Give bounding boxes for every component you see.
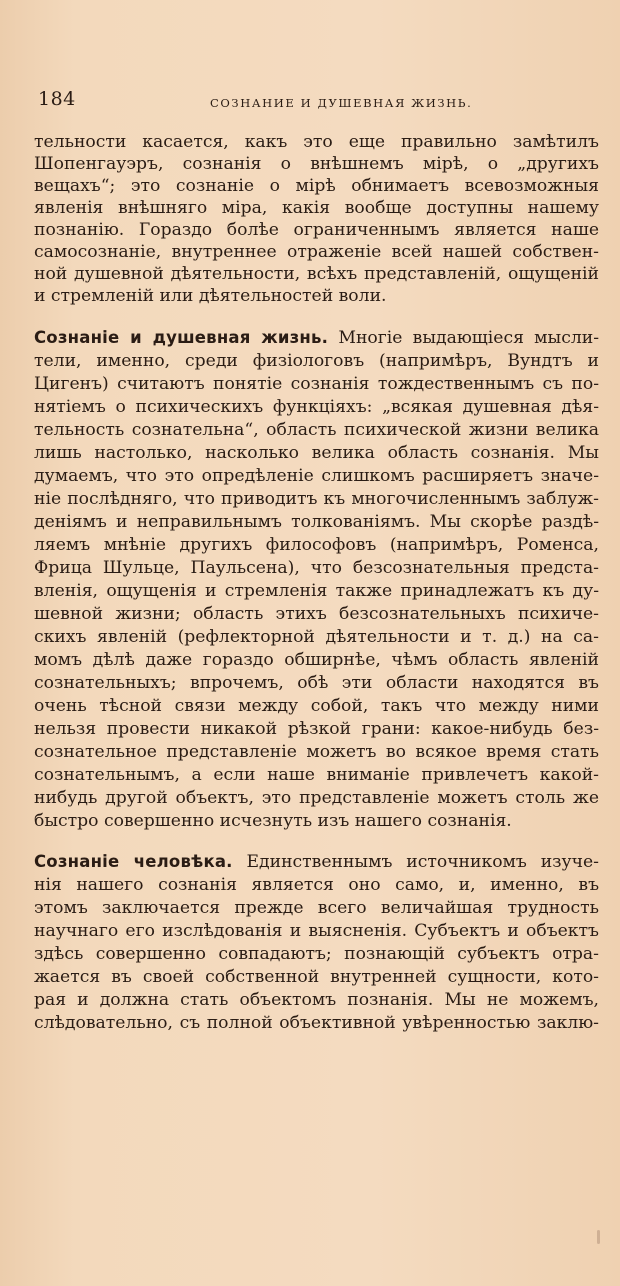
text-line: очень тѣсной связи между собой, такъ что между ними (34, 696, 599, 716)
text-line: нятіемъ о психическихъ функціяхъ: „всякая душевная дѣя- (34, 397, 599, 417)
text-line: и стремленій или дѣятельностей воли. (34, 286, 387, 306)
text-line: сознательное представленіе можетъ во всякое время стать (34, 742, 599, 762)
text-line: сознательныхъ; впрочемъ, обѣ эти области находятся въ (34, 673, 599, 693)
text-line: тели, именно, среди физіологовъ (напримѣръ, Вундтъ и (34, 351, 599, 371)
text-line: явленія внѣшняго міра, какія вообще доступны нашему (34, 198, 599, 218)
text-line: вещахъ“; это сознаніе о мірѣ обнимаетъ всевозможныя (34, 176, 599, 196)
text-line: познанію. Гораздо болѣе ограниченнымъ является наше (34, 220, 599, 240)
running-title: СОЗНАНИЕ И ДУШЕВНАЯ ЖИЗНЬ. (210, 96, 473, 110)
text-line: здѣсь совершенно совпадаютъ; познающій субъектъ отра- (34, 944, 599, 964)
text-line: жается въ своей собственной внутренней сущности, кото- (34, 967, 599, 987)
text-line: Шопенгауэръ, сознанія о внѣшнемъ мірѣ, о „другихъ (34, 154, 599, 174)
text-line: сознательнымъ, а если наше вниманіе привлечетъ какой- (34, 765, 599, 785)
text-line: ніе послѣдняго, что приводитъ къ многочисленнымъ заблуж- (34, 489, 599, 509)
text-line: этомъ заключается прежде всего величайшая трудность (34, 898, 599, 918)
text-line: быстро совершенно исчезнуть изъ нашего сознанія. (34, 811, 512, 831)
text-line: момъ дѣлѣ даже гораздо обширнѣе, чѣмъ область явленій (34, 650, 599, 670)
text-line: вленія, ощущенія и стремленія также принадлежатъ къ ду- (34, 581, 599, 601)
text-line: рая и должна стать объектомъ познанія. Мы не можемъ, (34, 990, 599, 1010)
text-line: тельности касается, какъ это еще правильно замѣтилъ (34, 132, 599, 152)
text-line: слѣдовательно, съ полной объективной увѣренностью заклю- (34, 1013, 599, 1033)
text-line: лишь настолько, насколько велика область сознанія. Мы (34, 443, 599, 463)
page-number: 184 (38, 88, 76, 110)
text-line: нельзя провести никакой рѣзкой грани: какое-нибудь без- (34, 719, 599, 739)
text-line: деніямъ и неправильнымъ толкованіямъ. Мы скорѣе раздѣ- (34, 512, 599, 532)
text-line: Цигенъ) считаютъ понятіе сознанія тождественнымъ съ по- (34, 374, 599, 394)
text-line: нибудь другой объектъ, это представленіе можетъ столь же (34, 788, 599, 808)
text-span: Многіе выдающіеся мысли- (338, 328, 599, 348)
text-span: Единственнымъ источникомъ изуче- (246, 852, 599, 872)
text-line: нія нашего сознанія является оно само, и, именно, въ (34, 875, 599, 895)
section-heading: Сознаніе и душевная жизнь. (34, 328, 329, 347)
page-header (30, 88, 600, 118)
text-line: Фрица Шульце, Паульсена), что безсознательныя предста- (34, 558, 599, 578)
text-line: научнаго его изслѣдованія и выясненія. Субъектъ и объектъ (34, 921, 599, 941)
text-line: ной душевной дѣятельности, всѣхъ представленій, ощущеній (34, 264, 599, 284)
text-line: скихъ явленій (рефлекторной дѣятельности и т. д.) на са- (34, 627, 599, 647)
text-line: думаемъ, что это опредѣленіе слишкомъ расширяетъ значе- (34, 466, 599, 486)
print-mark (597, 1230, 600, 1244)
heading-line (34, 851, 599, 873)
text-line: шевной жизни; область этихъ безсознательныхъ психиче- (34, 604, 599, 624)
text-line: ляемъ мнѣніе другихъ философовъ (напримѣръ, Роменса, (34, 535, 599, 555)
section-heading: Сознаніе человѣка. (34, 852, 233, 871)
heading-line (34, 327, 599, 349)
text-line: тельность сознательна“, область психической жизни велика (34, 420, 599, 440)
text-line: самосознаніе, внутреннее отраженіе всей нашей собствен- (34, 242, 599, 262)
